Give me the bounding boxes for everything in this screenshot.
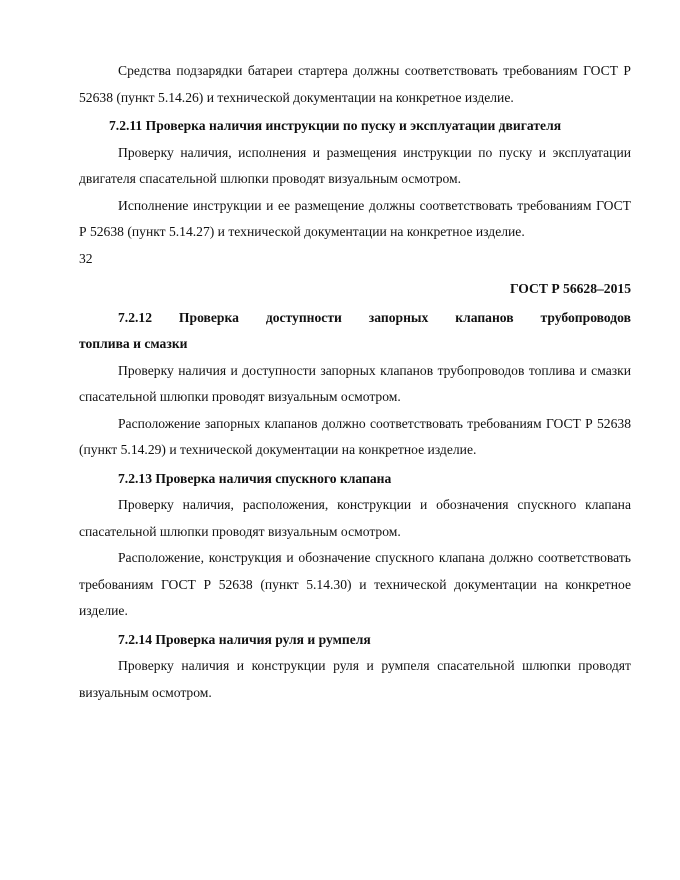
running-header: ГОСТ Р 56628–2015 bbox=[509, 281, 631, 296]
section-heading-7-2-11: 7.2.11 Проверка наличия инструкции по пуску и эксплуатации двигателя bbox=[109, 118, 562, 133]
paragraph-7-2-11-1: Проверку наличия, исполнения и размещения инструкции по пуску и эксплуатации двигателя спасательной шлюпки проводят визуальным осмотром. bbox=[79, 144, 631, 186]
paragraph-7-2-11-2: Исполнение инструкции и ее размещение должны соответствовать требованиям ГОСТ Р 52638 (пункт 5.14.27) и технической документации на конкретное изделие. bbox=[79, 197, 631, 239]
document-page bbox=[79, 58, 631, 706]
section-heading-7-2-12: 7.2.12 Проверка доступности запорных клапанов трубопроводов bbox=[118, 309, 631, 325]
section-heading-7-2-13: 7.2.13 Проверка наличия спускного клапана bbox=[118, 470, 392, 486]
paragraph-7-2-13-1: Проверку наличия, расположения, конструкции и обозначения спускного клапана спасательной шлюпки проводят визуальным осмотром. bbox=[79, 497, 631, 539]
page-number: 32 bbox=[79, 250, 93, 266]
section-heading-7-2-12-cont: топлива и смазки bbox=[79, 336, 188, 351]
paragraph-starter-battery: Средства подзарядки батареи стартера должны соответствовать требованиям ГОСТ Р 52638 (пункт 5.14.26) и технической документации на конкретное изделие. bbox=[79, 63, 631, 105]
paragraph-7-2-12-1: Проверку наличия и доступности запорных клапанов трубопроводов топлива и смазки спасательной шлюпки проводят визуальным осмотром. bbox=[79, 362, 631, 404]
section-heading-7-2-14: 7.2.14 Проверка наличия руля и румпеля bbox=[118, 631, 371, 647]
paragraph-7-2-14-1: Проверку наличия и конструкции руля и румпеля спасательной шлюпки проводят визуальным осмотром. bbox=[79, 658, 631, 700]
paragraph-7-2-12-2: Расположение запорных клапанов должно соответствовать требованиям ГОСТ Р 52638 (пункт 5.14.29) и технической документации на конкретное изделие. bbox=[79, 415, 631, 457]
paragraph-7-2-13-2: Расположение, конструкция и обозначение спускного клапана должно соответствовать требованиям ГОСТ Р 52638 (пункт 5.14.30) и технической документации на конкретное изделие. bbox=[79, 550, 631, 618]
